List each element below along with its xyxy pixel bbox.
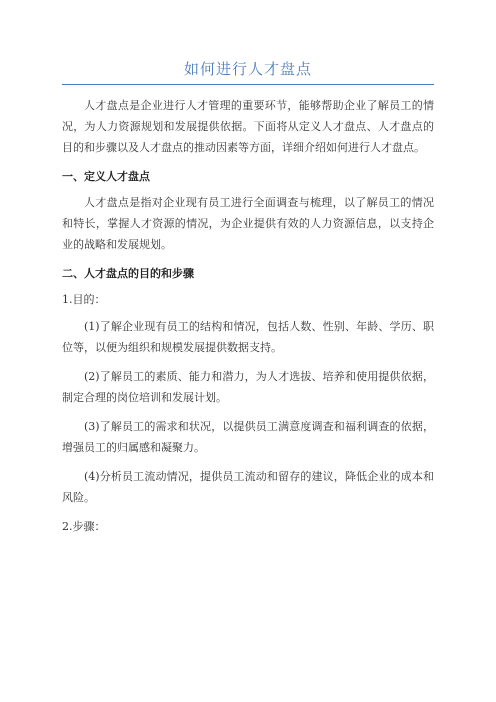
purpose-item: (4)分析员工流动情况，提供员工流动和留存的建议，降低企业的成本和风险。 (62, 470, 434, 504)
document-body (62, 95, 434, 543)
section-heading-purpose-steps: 二、人才盘点的目的和步骤 (62, 267, 194, 280)
purpose-item: (2)了解员工的素质、能力和潜力，为人才选拔、培养和使用提供依据，制定合理的岗位培训和发展计划。 (62, 370, 434, 404)
purpose-item: (3)了解员工的需求和状况，以提供员工满意度调查和福利调查的依据，增强员工的归属感和凝聚力。 (62, 420, 434, 454)
document-title: 如何进行人才盘点 (183, 60, 312, 78)
steps-label: 2.步骤： (62, 520, 106, 533)
definition-paragraph: 人才盘点是指对企业现有员工进行全面调查与梳理，以了解员工的情况和特长，掌握人才资源的情况，为企业提供有效的人力资源信息，以支持企业的战略和发展规划。 (62, 196, 434, 251)
intro-paragraph: 人才盘点是企业进行人才管理的重要环节，能够帮助企业了解员工的情况，为人力资源规划和发展提供依据。下面将从定义人才盘点、人才盘点的目的和步骤以及人才盘点的推动因素等方面，详细介绍如何进行人才盘点。 (62, 99, 434, 154)
section-heading-definition: 一、定义人才盘点 (62, 170, 150, 183)
title-block (62, 58, 434, 85)
purpose-label: 1.目的： (62, 293, 106, 306)
purpose-item: (1)了解企业现有员工的结构和情况，包括人数、性别、年龄、学历、职位等，以便为组织和规模发展提供数据支持。 (62, 320, 434, 354)
